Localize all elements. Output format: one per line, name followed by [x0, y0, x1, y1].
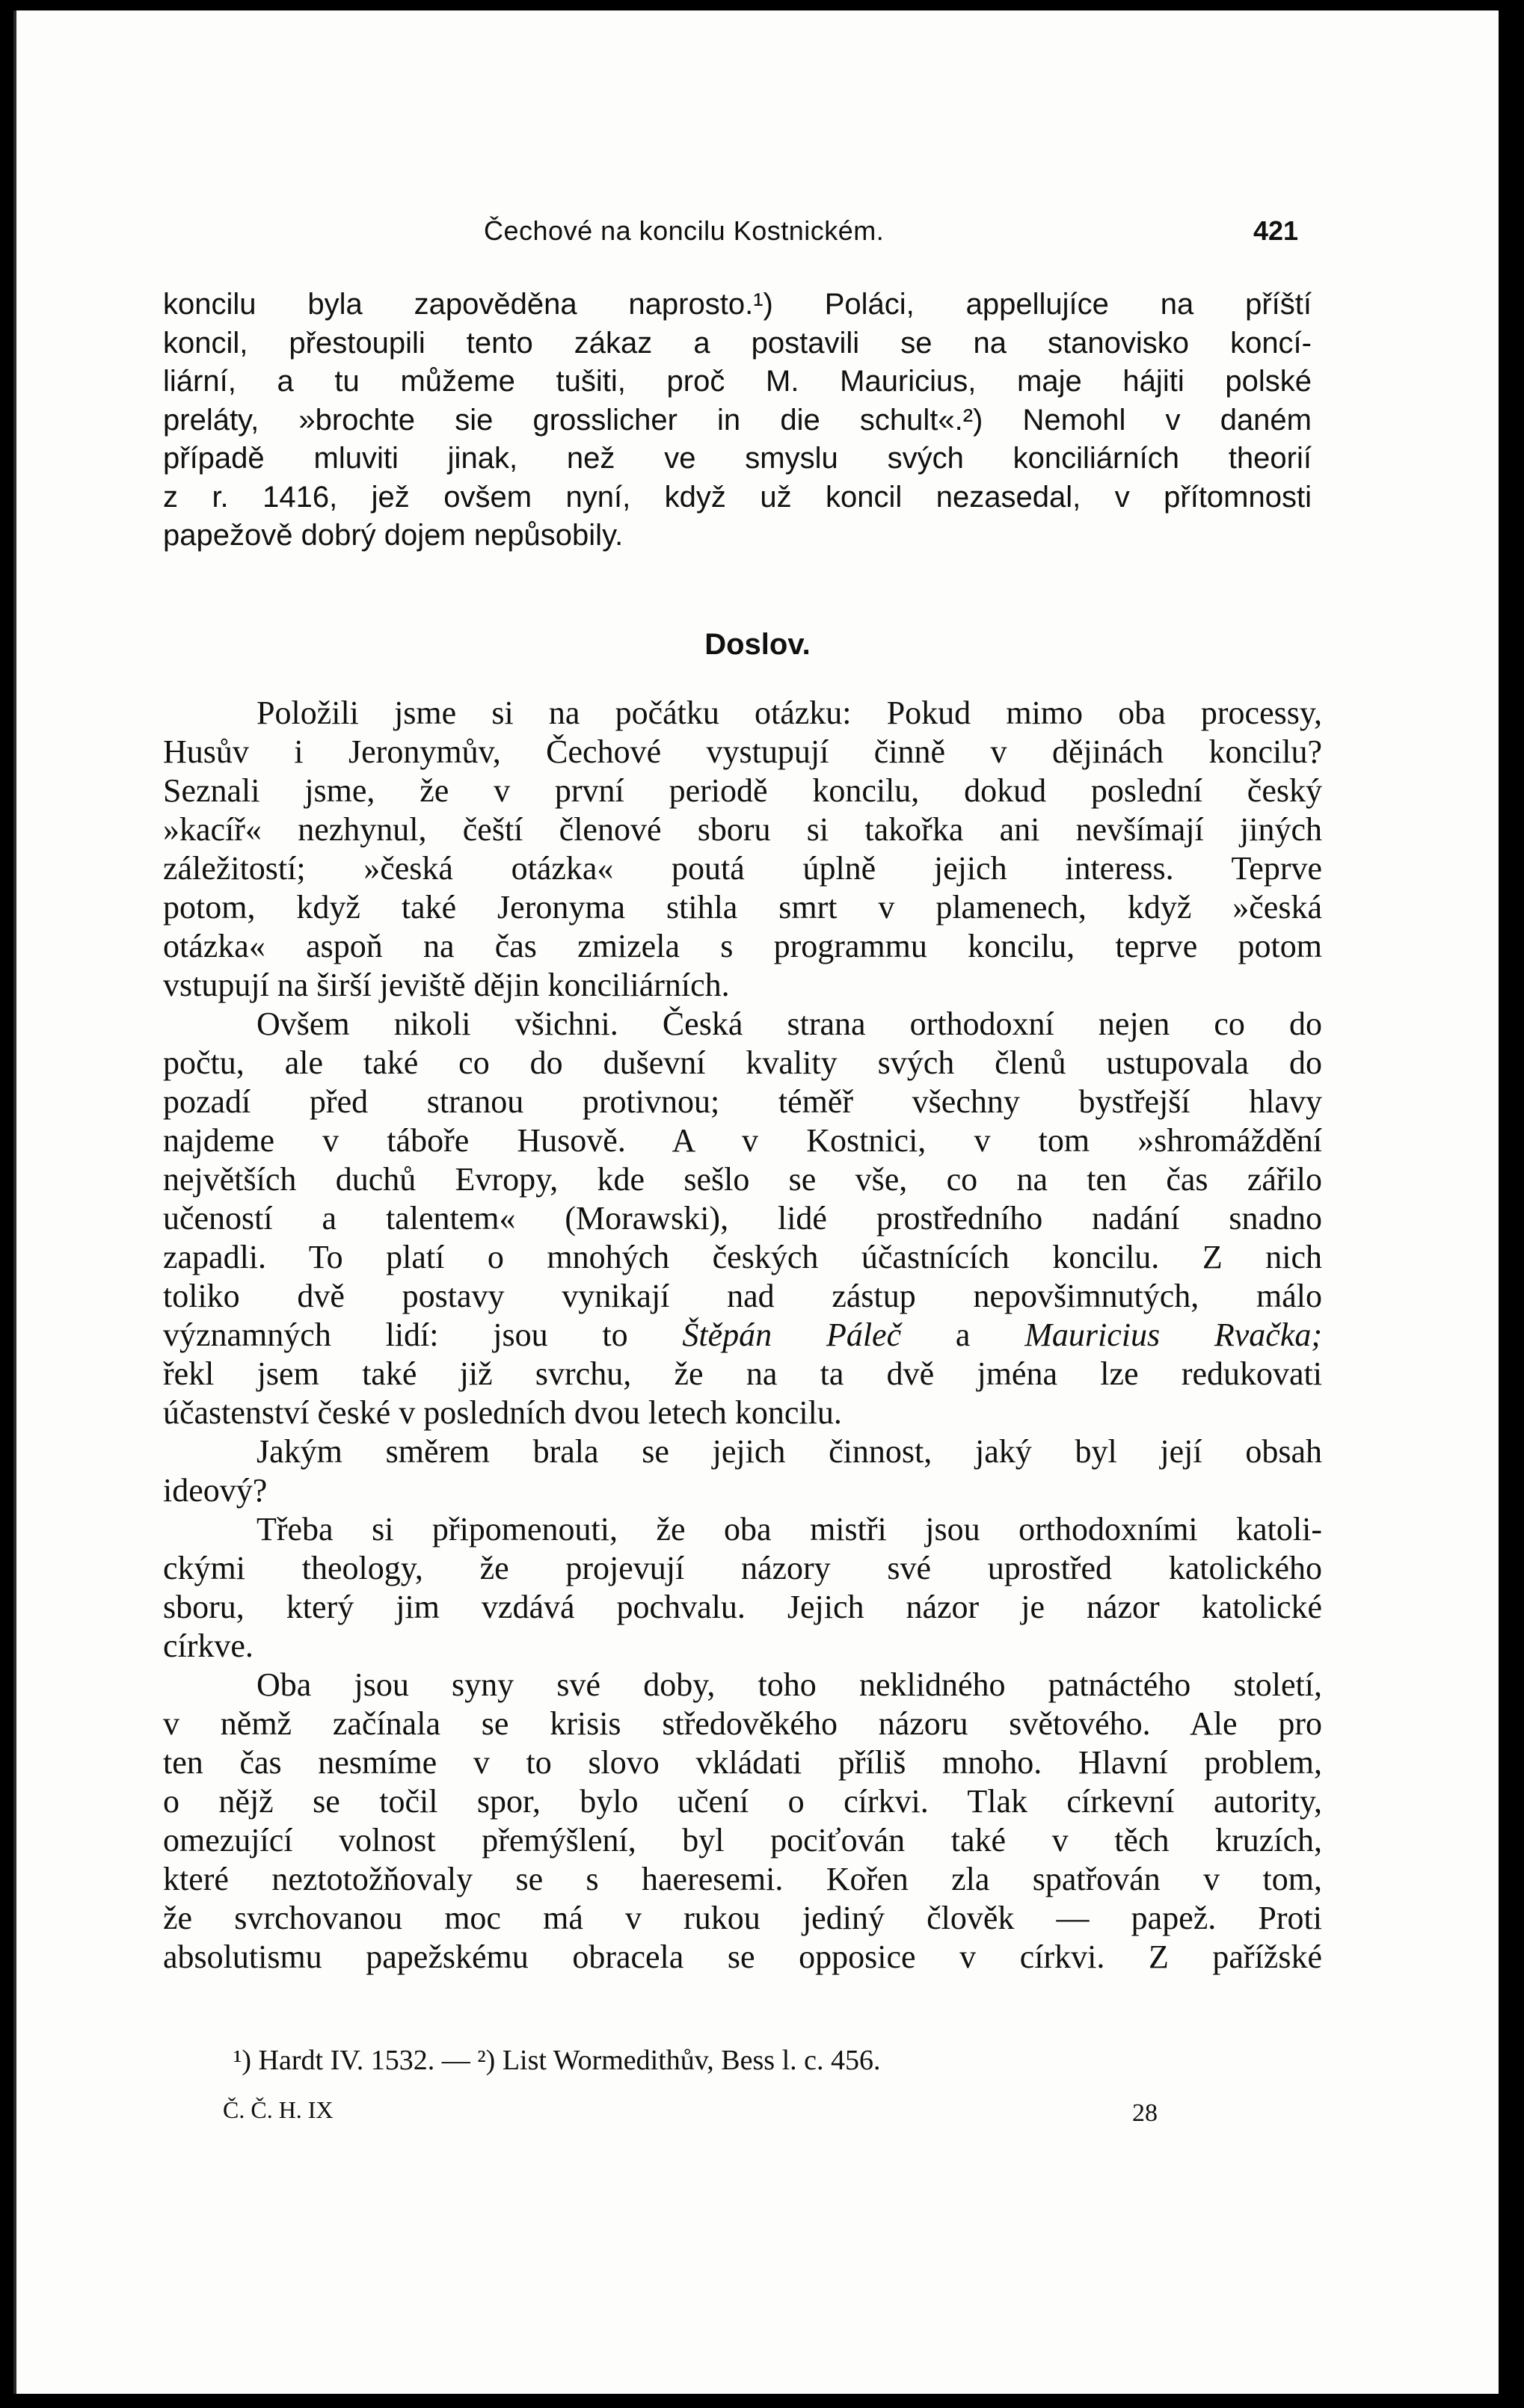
page: [13, 10, 1499, 2394]
text-line: ckými theology, že projevují názory své uprostřed katolického: [163, 1550, 1322, 1586]
text-line: Položili jsme si na počátku otázku: Pokud mimo oba processy,: [256, 695, 1322, 731]
text-line: řekl jsem také již svrchu, že na ta dvě jména lze redukovati: [163, 1355, 1322, 1392]
text-line: Jakým směrem brala se jejich činnost, jaký byl její obsah: [256, 1433, 1322, 1470]
text-line: počtu, ale také co do duševní kvality svých členů ustupovala do: [163, 1044, 1322, 1081]
text-line-with-names: [163, 1316, 1322, 1355]
text-line: toliko dvě postavy vynikají nad zástup nepovšimnutých, málo: [163, 1278, 1322, 1314]
text-line: v němž začínala se krisis středověkého názoru světového. Ale pro: [163, 1705, 1322, 1742]
text-fragment: a: [955, 1317, 971, 1353]
text-line: že svrchovanou moc má v rukou jediný člověk — papež. Proti: [163, 1900, 1322, 1936]
text-line: Třeba si připomenouti, že oba mistři jsou orthodoxními katoli-: [256, 1511, 1322, 1548]
text-line: zapadli. To platí o mnohých českých účastnících koncilu. Z nich: [163, 1239, 1322, 1275]
page-footer: [16, 2090, 1499, 2128]
text-line: případě mluviti jinak, než ve smyslu svých konciliárních theorií: [163, 442, 1312, 475]
text-line: omezující volnost přemýšlení, byl pociťován také v těch kruzích,: [163, 1822, 1322, 1859]
text-line: absolutismu papežskému obracela se opposice v církvi. Z pařížské: [163, 1939, 1322, 1975]
text-line: účastenství české v posledních dvou letech koncilu.: [163, 1394, 842, 1431]
text-line: pozadí před stranou protivnou; téměř všechny bystřejší hlavy: [163, 1083, 1322, 1120]
text-line: ideový?: [163, 1472, 268, 1509]
text-line: preláty, »brochte sie grosslicher in die schult«.²) Nemohl v daném: [163, 403, 1312, 437]
text-line: z r. 1416, jež ovšem nyní, když už koncil nezasedal, v přítomnosti: [163, 480, 1312, 514]
section-body: [163, 694, 1322, 1977]
name-rvacka: Mauricius Rvačka;: [1024, 1317, 1322, 1353]
footnotes: ¹) Hardt IV. 1532. — ²) List Wormedithův, Bess l. c. 456.: [233, 2045, 881, 2076]
text-line: které neztotožňovaly se s haeresemi. Kořen zla spatřován v tom,: [163, 1861, 1322, 1897]
section-heading: Doslov.: [704, 628, 811, 661]
text-line: Oba jsou syny své doby, toho neklidného patnáctého století,: [256, 1666, 1322, 1703]
text-line: církve.: [163, 1628, 254, 1664]
text-line: koncil, přestoupili tento zákaz a postavili se na stanovisko koncí-: [163, 326, 1312, 360]
text-line: koncilu byla zapověděna naprosto.¹) Poláci, appellujíce na příští: [163, 288, 1312, 321]
text-line: potom, když také Jeronyma stihla smrt v plamenech, když »česká: [163, 889, 1322, 926]
previous-section-text: [163, 286, 1312, 555]
text-line: o nějž se točil spor, bylo učení o církvi. Tlak církevní autority,: [163, 1783, 1322, 1820]
name-palec: Štěpán Páleč: [682, 1317, 902, 1353]
text-fragment: významných lidí: jsou to: [163, 1317, 628, 1353]
text-line: najdeme v táboře Husově. A v Kostnici, v tom »shromáždění: [163, 1122, 1322, 1159]
text-line: ten čas nesmíme v to slovo vkládati příliš mnoho. Hlavní problem,: [163, 1744, 1322, 1781]
text-line: Seznali jsme, že v první periodě koncilu, dokud poslední český: [163, 772, 1322, 809]
text-line: záležitostí; »česká otázka« poutá úplně jejich interess. Teprve: [163, 850, 1322, 887]
running-title: Čechové na koncilu Kostnickém.: [484, 215, 885, 246]
signature-mark: Č. Č. H. IX: [223, 2096, 334, 2123]
text-line: vstupují na širší jeviště dějin konciliárních.: [163, 967, 730, 1003]
text-line: sboru, který jim vzdává pochvalu. Jejich názor je názor katolické: [163, 1589, 1322, 1625]
text-line: největších duchů Evropy, kde sešlo se vše, co na ten čas zářilo: [163, 1161, 1322, 1198]
sheet-number: 28: [1132, 2099, 1158, 2127]
page-number: 421: [1253, 215, 1299, 246]
text-line: otázka« aspoň na čas zmizela s programmu koncilu, teprve potom: [163, 928, 1322, 964]
text-line: Husův i Jeronymův, Čechové vystupují činně v dějinách koncilu?: [163, 733, 1322, 770]
text-line: papežově dobrý dojem nepůsobily.: [163, 519, 624, 552]
text-line: Ovšem nikoli všichni. Česká strana orthodoxní nejen co do: [256, 1006, 1322, 1042]
text-line: liární, a tu můžeme tušiti, proč M. Mauricius, maje hájiti polské: [163, 365, 1312, 398]
text-line: učeností a talentem« (Morawski), lidé prostředního nadání snadno: [163, 1200, 1322, 1237]
text-line: »kacíř« nezhynul, čeští členové sboru si takořka ani nevšímají jiných: [163, 811, 1322, 848]
page-header: [16, 206, 1499, 251]
